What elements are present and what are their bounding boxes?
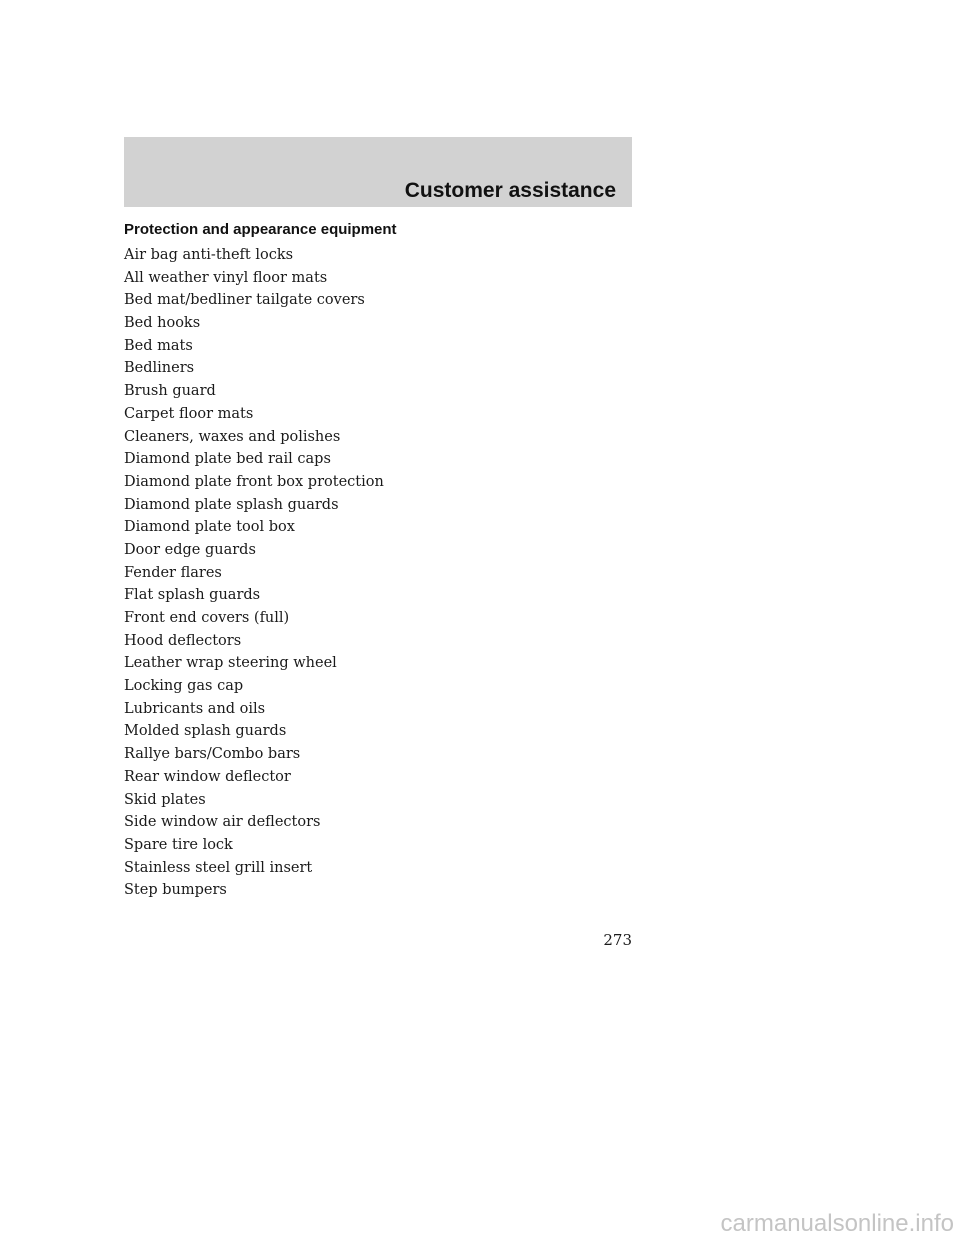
page-number: 273 — [603, 931, 632, 949]
list-item: Lubricants and oils — [124, 700, 266, 717]
list-item: Diamond plate splash guards — [124, 496, 339, 513]
list-item: Molded splash guards — [124, 723, 287, 740]
list-item: Bed hooks — [124, 315, 201, 332]
list-item: Fender flares — [124, 564, 222, 581]
list-item: Front end covers (full) — [124, 610, 290, 626]
list-item: Skid plates — [124, 791, 206, 808]
list-item: Leather wrap steering wheel — [124, 655, 337, 672]
list-item: Bedliners — [124, 360, 195, 377]
list-item: Hood deflectors — [124, 632, 242, 649]
list-item: Locking gas cap — [124, 678, 244, 695]
equipment-list — [124, 244, 384, 902]
list-item: Spare tire lock — [124, 836, 233, 853]
list-item: Air bag anti-theft locks — [124, 247, 294, 263]
list-item: Flat splash guards — [124, 587, 261, 604]
list-item: Diamond plate bed rail caps — [124, 451, 331, 468]
list-item: Rallye bars/Combo bars — [124, 746, 301, 763]
list-item: Step bumpers — [124, 882, 227, 899]
watermark: carmanualsonline.info — [720, 1210, 954, 1237]
list-item: Diamond plate front box protection — [124, 473, 384, 490]
list-item: Side window air deflectors — [124, 814, 321, 831]
list-item: Bed mats — [124, 337, 193, 354]
section-heading: Protection and appearance equipment — [124, 221, 397, 238]
chapter-title: Customer assistance — [404, 179, 616, 202]
chapter-header-band — [124, 137, 632, 207]
list-item: Bed mat/bedliner tailgate covers — [124, 292, 365, 309]
list-item: Diamond plate tool box — [124, 519, 295, 536]
list-item: Stainless steel grill insert — [124, 859, 313, 876]
list-item: Carpet floor mats — [124, 405, 254, 422]
list-item: Door edge guards — [124, 541, 256, 558]
list-item: All weather vinyl floor mats — [124, 269, 328, 286]
list-item: Rear window deflector — [124, 768, 291, 785]
list-item: Cleaners, waxes and polishes — [124, 428, 341, 445]
list-item: Brush guard — [124, 383, 216, 400]
